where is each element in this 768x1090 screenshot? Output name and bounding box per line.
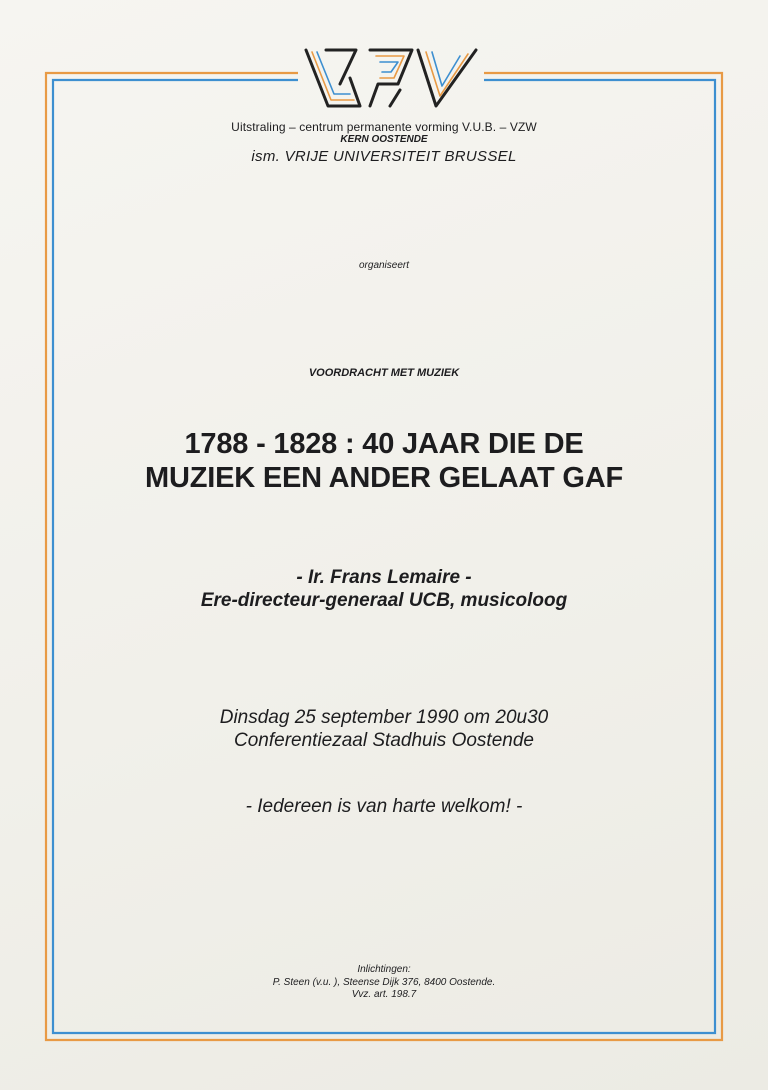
info-heading: Inlichtingen: bbox=[357, 964, 411, 975]
info-block bbox=[0, 964, 768, 1002]
speaker-role: Ere-directeur-generaal UCB, musicoloog bbox=[200, 590, 568, 611]
organization-line: Uitstraling – centrum permanente vorming V.U.B. – VZW bbox=[231, 120, 537, 134]
info-legal: Vvz. art. 198.7 bbox=[351, 989, 417, 1000]
kern-line: KERN OOSTENDE bbox=[340, 134, 428, 145]
event-type: VOORDRACHT MET MUZIEK bbox=[308, 367, 460, 379]
title-line-2: MUZIEK EEN ANDER GELAAT GAF bbox=[145, 462, 623, 494]
organiseert-label: organiseert bbox=[358, 260, 410, 271]
border-blue-line bbox=[53, 80, 715, 1033]
schedule-block bbox=[0, 706, 768, 752]
university-line: ism. VRIJE UNIVERSITEIT BRUSSEL bbox=[251, 148, 517, 165]
title-line-1: 1788 - 1828 : 40 JAAR DIE DE bbox=[184, 428, 584, 460]
speaker-block bbox=[0, 566, 768, 612]
speaker-name: - Ir. Frans Lemaire - bbox=[296, 567, 472, 588]
event-venue: Conferentiezaal Stadhuis Oostende bbox=[234, 730, 534, 751]
event-title bbox=[0, 427, 768, 495]
info-address: P. Steen (v.u. ), Steense Dijk 376, 8400 Oostende. bbox=[272, 976, 496, 988]
border-orange-line bbox=[46, 73, 722, 1040]
welcome-text: - Iedereen is van harte welkom! - bbox=[245, 796, 523, 817]
upv-logo-icon bbox=[300, 44, 482, 116]
event-date: Dinsdag 25 september 1990 om 20u30 bbox=[219, 707, 549, 728]
